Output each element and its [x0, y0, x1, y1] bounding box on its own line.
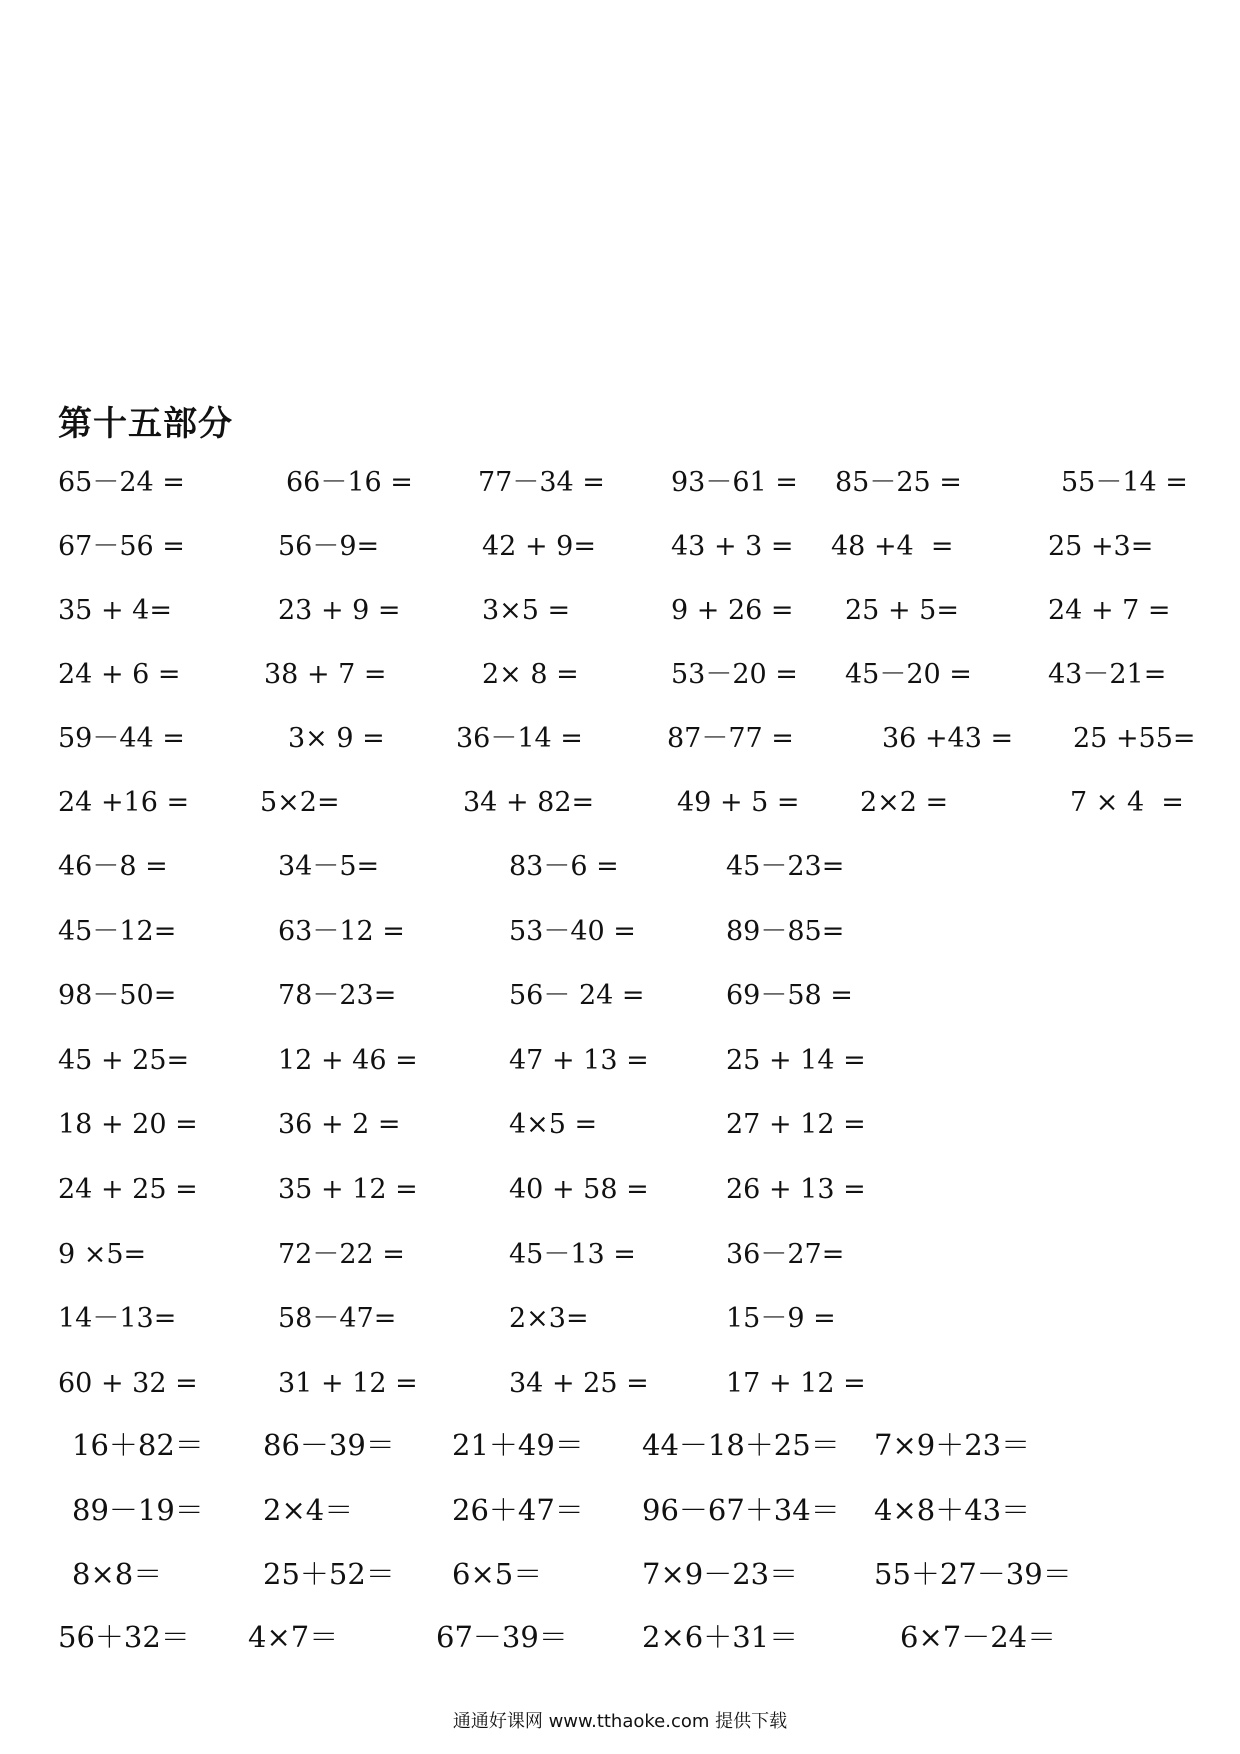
math-problem: 14－13=: [58, 1303, 177, 1334]
problem-row: [0, 1235, 1240, 1275]
math-problem: 21＋49＝: [452, 1428, 584, 1462]
math-problem: 3×5 =: [482, 595, 571, 626]
math-problem: 56＋32＝: [58, 1620, 190, 1654]
math-problem: 12 + 46 =: [278, 1045, 418, 1076]
footer-text: 通通好课网 www.tthaoke.com 提供下载: [452, 1711, 788, 1732]
math-problem: 34 + 25 =: [509, 1368, 649, 1399]
math-problem: 9 ×5=: [58, 1239, 147, 1270]
math-problem: 45 + 25=: [58, 1045, 190, 1076]
math-problem: 69－58 =: [726, 980, 853, 1011]
math-problem: 16＋82＝: [72, 1428, 204, 1462]
problem-row: [0, 591, 1240, 631]
math-problem: 45－23=: [726, 851, 845, 882]
math-problem: 26 + 13 =: [726, 1174, 866, 1205]
math-problem: 78－23=: [278, 980, 397, 1011]
math-problem: 65－24 =: [58, 467, 185, 498]
math-problem: 17 + 12 =: [726, 1368, 866, 1399]
math-problem: 24 + 7 =: [1048, 595, 1171, 626]
math-problem: 7×9－23＝: [642, 1557, 799, 1591]
math-problem: 26＋47＝: [452, 1493, 584, 1527]
math-problem: 86－39＝: [263, 1428, 395, 1462]
math-problem: 44－18＋25＝: [642, 1428, 840, 1462]
math-problem: 45－13 =: [509, 1239, 636, 1270]
math-problem: 9 + 26 =: [671, 595, 794, 626]
math-problem: 77－34 =: [478, 467, 605, 498]
math-problem: 35 + 4=: [58, 595, 172, 626]
math-problem: 8×8＝: [72, 1557, 163, 1591]
math-problem: 25 + 5=: [845, 595, 959, 626]
math-problem: 5×2=: [260, 787, 340, 818]
problem-row: [0, 1041, 1240, 1081]
math-problem: 47 + 13 =: [509, 1045, 649, 1076]
math-problem: 2×4＝: [263, 1493, 354, 1527]
math-problem: 7×9＋23＝: [874, 1428, 1031, 1462]
math-problem: 34 + 82=: [463, 787, 595, 818]
problem-row: [0, 1170, 1240, 1210]
math-problem: 4×8＋43＝: [874, 1493, 1031, 1527]
math-problem: 35 + 12 =: [278, 1174, 418, 1205]
math-problem: 42 + 9=: [482, 531, 596, 562]
math-problem: 56－9=: [278, 531, 380, 562]
math-problem: 66－16 =: [286, 467, 413, 498]
problem-row: [0, 976, 1240, 1016]
math-problem: 72－22 =: [278, 1239, 405, 1270]
math-problem: 36－27=: [726, 1239, 845, 1270]
math-problem: 67－39＝: [436, 1620, 568, 1654]
math-problem: 24 + 6 =: [58, 659, 181, 690]
problem-row: [0, 1554, 1240, 1594]
math-problem: 43 + 3 =: [671, 531, 794, 562]
math-problem: 25＋52＝: [263, 1557, 395, 1591]
math-problem: 25 +55=: [1073, 723, 1196, 754]
problem-row: [0, 1425, 1240, 1465]
math-problem: 38 + 7 =: [264, 659, 387, 690]
math-problem: 3× 9 =: [288, 723, 385, 754]
problem-row: [0, 912, 1240, 952]
math-problem: 85－25 =: [835, 467, 962, 498]
problem-row: [0, 1299, 1240, 1339]
math-problem: 36 + 2 =: [278, 1109, 401, 1140]
math-problem: 60 + 32 =: [58, 1368, 198, 1399]
math-problem: 67－56 =: [58, 531, 185, 562]
math-problem: 7 × 4 =: [1070, 787, 1184, 818]
math-problem: 23 + 9 =: [278, 595, 401, 626]
math-problem: 2×6＋31＝: [642, 1620, 799, 1654]
math-problem: 6×7－24＝: [900, 1620, 1057, 1654]
math-problem: 2× 8 =: [482, 659, 579, 690]
math-problem: 18 + 20 =: [58, 1109, 198, 1140]
math-problem: 59－44 =: [58, 723, 185, 754]
math-problem: 15－9 =: [726, 1303, 836, 1334]
math-problem: 53－20 =: [671, 659, 798, 690]
problem-row: [0, 847, 1240, 887]
math-problem: 96－67＋34＝: [642, 1493, 840, 1527]
math-problem: 24 + 25 =: [58, 1174, 198, 1205]
problem-row: [0, 655, 1240, 695]
problem-row: [0, 1490, 1240, 1530]
math-problem: 98－50=: [58, 980, 177, 1011]
problem-row: [0, 463, 1240, 503]
math-problem: 4×5 =: [509, 1109, 598, 1140]
problem-row: [0, 719, 1240, 759]
math-problem: 83－6 =: [509, 851, 619, 882]
math-problem: 36－14 =: [456, 723, 583, 754]
math-problem: 58－47=: [278, 1303, 397, 1334]
math-problem: 43－21=: [1048, 659, 1167, 690]
math-problem: 2×3=: [509, 1303, 589, 1334]
math-problem: 2×2 =: [860, 787, 949, 818]
math-problem: 40 + 58 =: [509, 1174, 649, 1205]
math-problem: 55－14 =: [1061, 467, 1188, 498]
math-problem: 46－8 =: [58, 851, 168, 882]
math-problem: 89－85=: [726, 916, 845, 947]
math-problem: 31 + 12 =: [278, 1368, 418, 1399]
math-problem: 45－12=: [58, 916, 177, 947]
math-problem: 25 +3=: [1048, 531, 1154, 562]
math-problem: 34－5=: [278, 851, 380, 882]
problem-row: [0, 783, 1240, 823]
math-problem: 87－77 =: [667, 723, 794, 754]
math-problem: 55＋27－39＝: [874, 1557, 1072, 1591]
problem-row: [0, 1364, 1240, 1404]
math-problem: 6×5＝: [452, 1557, 543, 1591]
math-problem: 24 +16 =: [58, 787, 190, 818]
page-title: 第十五部分: [58, 404, 233, 444]
math-problem: 45－20 =: [845, 659, 972, 690]
math-problem: 89－19＝: [72, 1493, 204, 1527]
problem-row: [0, 527, 1240, 567]
math-problem: 48 +4 =: [831, 531, 954, 562]
problem-row: [0, 1617, 1240, 1657]
math-problem: 25 + 14 =: [726, 1045, 866, 1076]
math-problem: 27 + 12 =: [726, 1109, 866, 1140]
math-problem: 56－ 24 =: [509, 980, 645, 1011]
math-problem: 93－61 =: [671, 467, 798, 498]
math-problem: 4×7＝: [248, 1620, 339, 1654]
problem-row: [0, 1105, 1240, 1145]
math-problem: 49 + 5 =: [677, 787, 800, 818]
math-problem: 63－12 =: [278, 916, 405, 947]
math-problem: 53－40 =: [509, 916, 636, 947]
math-problem: 36 +43 =: [882, 723, 1014, 754]
